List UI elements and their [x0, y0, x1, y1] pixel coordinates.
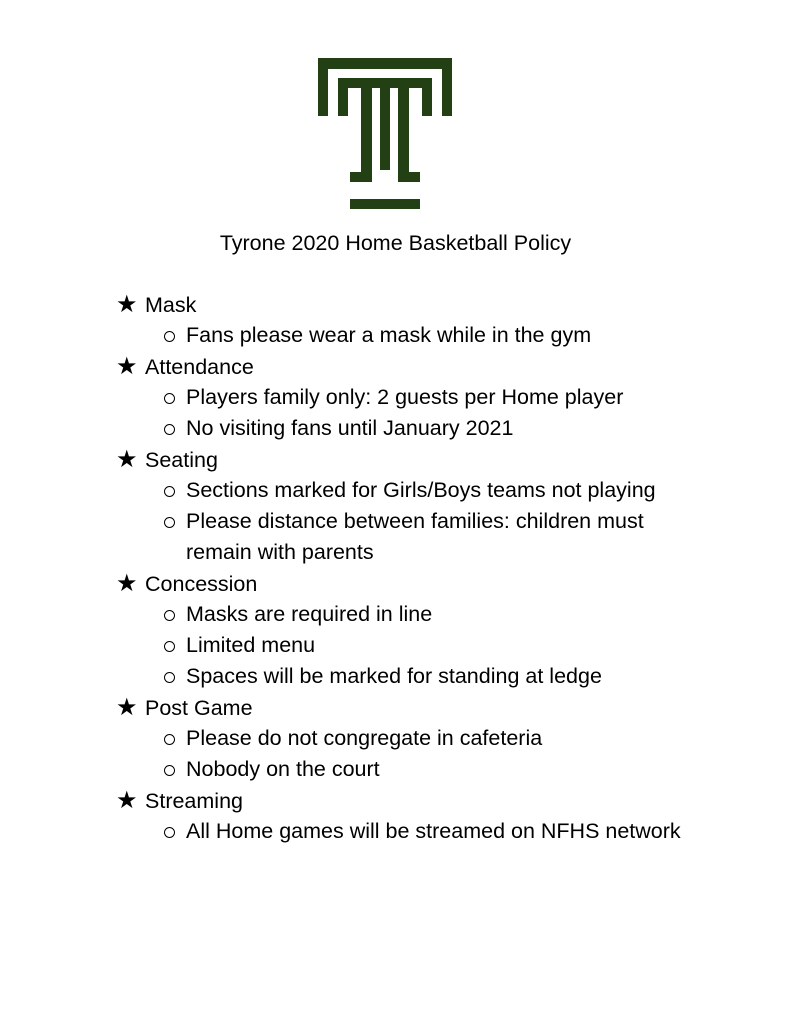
circle-bullet-icon [161, 475, 186, 506]
logo-bar [318, 58, 328, 116]
section-heading: Attendance [145, 355, 254, 379]
list-item-text: All Home games will be streamed on NFHS network [186, 819, 681, 843]
circle-bullet-icon [161, 599, 186, 630]
section-heading: Streaming [145, 789, 243, 813]
section-heading-row [116, 444, 756, 475]
section-heading-row [116, 351, 756, 382]
circle-bullet-icon [161, 754, 186, 785]
list-item-text: Spaces will be marked for standing at ledge [186, 664, 602, 688]
circle-bullet-icon [161, 816, 186, 847]
list-item [161, 320, 756, 351]
section-items [116, 816, 756, 847]
section-heading-row [116, 785, 756, 816]
logo-bar [338, 78, 348, 116]
list-item-text: Players family only: 2 guests per Home player [186, 385, 624, 409]
list-item [161, 723, 756, 754]
page-title: Tyrone 2020 Home Basketball Policy [219, 231, 572, 255]
section-heading-row [116, 568, 756, 599]
section-items [116, 382, 756, 444]
list-item [161, 475, 756, 506]
logo-bar [398, 78, 409, 182]
policy-section [116, 444, 756, 568]
section-heading: Concession [145, 572, 258, 596]
star-bullet-icon: ★ [116, 291, 138, 318]
list-item-text: Please do not congregate in cafeteria [186, 726, 543, 750]
circle-bullet-icon [161, 630, 186, 661]
section-heading: Seating [145, 448, 218, 472]
list-item-text: Please distance between families: children must remain with parents [186, 509, 644, 564]
list-item-text: No visiting fans until January 2021 [186, 416, 514, 440]
star-bullet-icon: ★ [116, 446, 138, 473]
list-item-text: Masks are required in line [186, 602, 433, 626]
circle-bullet-icon [161, 413, 186, 444]
list-item [161, 599, 756, 630]
section-items [116, 723, 756, 785]
logo-bar [350, 199, 420, 209]
list-item [161, 661, 756, 692]
list-item-text: Fans please wear a mask while in the gym [186, 323, 592, 347]
list-item [161, 754, 756, 785]
circle-bullet-icon [161, 320, 186, 351]
policy-section [116, 351, 756, 444]
policy-list [116, 289, 756, 847]
logo-bar [338, 78, 432, 88]
list-item [161, 630, 756, 661]
list-item-text: Sections marked for Girls/Boys teams not playing [186, 478, 656, 502]
section-heading-row [116, 692, 756, 723]
policy-section [116, 692, 756, 785]
logo-bar [318, 58, 452, 69]
list-item [161, 816, 756, 847]
star-bullet-icon: ★ [116, 787, 138, 814]
tyrone-t-logo-icon [318, 58, 452, 212]
circle-bullet-icon [161, 506, 186, 537]
list-item [161, 382, 756, 413]
list-item [161, 413, 756, 444]
policy-section [116, 289, 756, 351]
circle-bullet-icon [161, 661, 186, 692]
policy-section [116, 568, 756, 692]
logo-bar [350, 172, 372, 182]
section-items [116, 475, 756, 568]
circle-bullet-icon [161, 382, 186, 413]
logo-bar [361, 78, 372, 182]
section-heading: Post Game [145, 696, 253, 720]
section-heading: Mask [145, 293, 197, 317]
star-bullet-icon: ★ [116, 570, 138, 597]
policy-section [116, 785, 756, 847]
section-heading-row [116, 289, 756, 320]
section-items [116, 599, 756, 692]
list-item-text: Nobody on the court [186, 757, 380, 781]
star-bullet-icon: ★ [116, 694, 138, 721]
logo-bar [422, 78, 432, 116]
list-item-text: Limited menu [186, 633, 316, 657]
logo-bar [380, 88, 390, 170]
circle-bullet-icon [161, 723, 186, 754]
logo-bar [442, 58, 452, 116]
list-item [161, 506, 756, 568]
star-bullet-icon: ★ [116, 353, 138, 380]
logo-bar [398, 172, 420, 182]
section-items [116, 320, 756, 351]
